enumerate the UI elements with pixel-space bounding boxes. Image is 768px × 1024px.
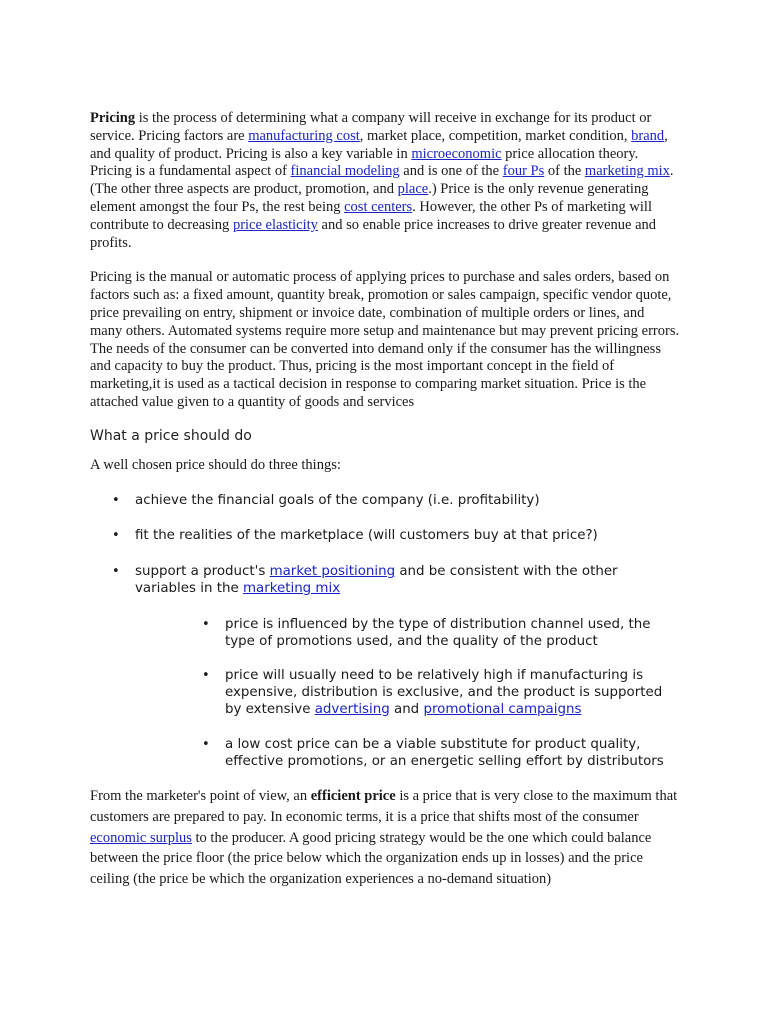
link-place[interactable]: place [397,181,429,198]
link-economic-surplus[interactable]: economic surplus [90,829,192,846]
text-run: price allocation theory. Pricing is a fundamental aspect of [90,145,639,180]
text-run: . (The other three aspects are product, promotion, and [90,163,674,198]
paragraph-pricing-definition [90,110,680,252]
list-item-text: support a product's [135,564,270,580]
link-advertising[interactable]: advertising [314,701,390,717]
link-promotional-campaigns[interactable]: promotional campaigns [423,701,582,717]
list-item [90,564,680,770]
link-manufacturing-cost[interactable]: manufacturing cost [248,127,360,144]
list-item-text: achieve the financial goals of the company (i.e. profitability) [135,492,540,508]
link-microeconomic[interactable]: microeconomic [411,145,502,162]
text-run: and so enable price increases to drive greater revenue and profits. [90,216,657,251]
text-run: and is one of the [399,163,503,180]
term-efficient-price: efficient price [310,788,396,805]
text-run: to the producer. A good pricing strategy would be the one which could balance between the price floor (the price below which the organization ends up in losses) and the price ceiling (the price be which the organization experiences a no-demand situation) [90,829,652,887]
sub-bullet-list [135,617,680,771]
sub-list-item [135,737,680,771]
bullet-list [90,493,680,771]
document-page [90,110,680,889]
paragraph-pricing-process: Pricing is the manual or automatic process of applying prices to purchase and sales orders, based on factors such as: a fixed amount, quantity break, promotion or sales campaign, specific vendor quote, price prevailing on entry, shipment or invoice date, combination of multiple orders or lines, and many others. Automated systems require more setup and maintenance but may prevent pricing errors. The needs of the consumer can be converted into demand only if the consumer has the willingness and capacity to buy the product. Thus, pricing is the most important concept in the field of marketing,it is used as a tactical decision in response to comparing market situation. Price is the attached value given to a quantity of goods and services [90,269,680,410]
list-item-text: price is influenced by the type of distribution channel used, the type of promotions used, and the quality of the product [225,616,651,649]
link-marketing-mix-2[interactable]: marketing mix [242,580,341,596]
text-run: . However, the other Ps of marketing will contribute to decreasing [90,198,652,233]
list-item-text: and [389,701,424,717]
link-market-positioning[interactable]: market positioning [269,564,396,580]
link-four-ps[interactable]: four Ps [502,163,545,180]
text-run: is a price that is very close to the maximum that customers are prepared to pay. In economic terms, it is a price that shifts most of the consumer [90,788,678,825]
paragraph-intro-list: A well chosen price should do three things: [90,456,341,473]
link-marketing-mix[interactable]: marketing mix [584,163,670,180]
text-run: of the [544,163,585,180]
text-run: is the process of determining what a company will receive in exchange for its product or service. Pricing factors are [90,110,652,144]
link-cost-centers[interactable]: cost centers [344,198,413,215]
text-run: From the marketer's point of view, an [90,788,311,805]
sub-list-item [135,668,680,718]
list-item-text: fit the realities of the marketplace (will customers buy at that price?) [135,528,598,544]
list-item [90,528,680,545]
term-pricing: Pricing [90,110,136,126]
paragraph-efficient-price [90,786,680,889]
list-item-text: and be consistent with the other variables in the [135,564,618,596]
sub-list-item [135,617,680,651]
link-price-elasticity[interactable]: price elasticity [232,216,318,233]
text-run: , and quality of product. Pricing is also a key variable in [90,127,668,162]
text-run: .) Price is the only revenue generating element amongst the four Ps, the rest being [90,181,649,215]
list-item-text: price will usually need to be relatively high if manufacturing is expensive, distribution is exclusive, and the product is supported by extensive [225,668,663,717]
section-heading: What a price should do [90,427,252,444]
list-item [90,493,680,510]
list-item-text: a low cost price can be a viable substitute for product quality, effective promotions, or an energetic selling effort by distributors [225,736,664,769]
text-run: , market place, competition, market condition, [359,127,632,144]
link-brand[interactable]: brand [631,127,665,144]
link-financial-modeling[interactable]: financial modeling [290,163,400,180]
